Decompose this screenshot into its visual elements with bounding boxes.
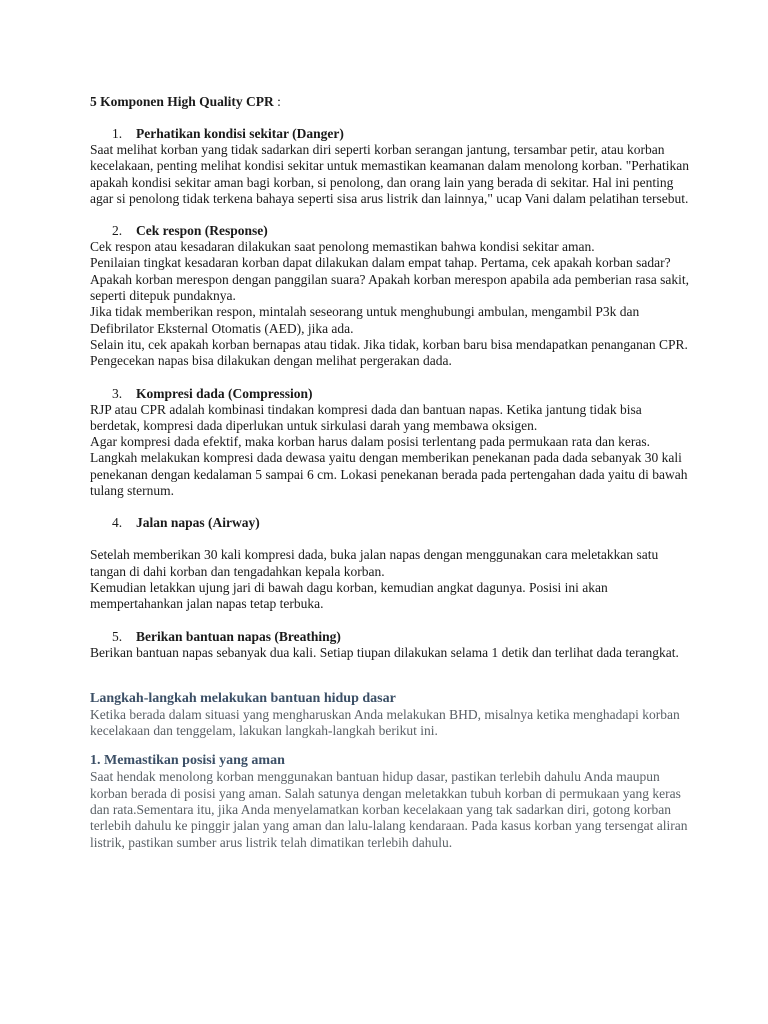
section-intro: Ketika berada dalam situasi yang mengharuskan Anda melakukan BHD, misalnya ketika menghadapi korban kecelakaan dan tenggelam, lakukan langkah-langkah berikut ini. [90, 706, 680, 739]
title-suffix: : [273, 94, 281, 109]
item-paragraph: Agar kompresi dada efektif, maka korban harus dalam posisi terlentang pada permukaan rata dan keras. [90, 434, 651, 450]
spacer [90, 531, 690, 547]
item-paragraph: Penilaian tingkat kesadaran korban dapat dilakukan dalam empat tahap. Pertama, cek apakah korban sadar? Apakah korban merespon dengan panggilan suara? Apakah korban merespon apabila ada pemberian rasa sakit, seperti ditepuk pundaknya. [90, 255, 690, 304]
item-heading-text: Perhatikan kondisi sekitar (Danger) [136, 126, 344, 141]
item-heading [90, 515, 690, 531]
list-item-breathing [90, 629, 690, 661]
item-paragraph: Jika tidak memberikan respon, mintalah seseorang untuk menghubungi ambulan, mengambil P3k dan Defibrilator Eksternal Otomatis (AED), jika ada. [90, 304, 640, 336]
bhd-section [90, 690, 690, 851]
item-number: 1. [112, 126, 123, 141]
item-paragraph: RJP atau CPR adalah kombinasi tindakan kompresi dada dan bantuan napas. Ketika jantung tidak bisa berdetak, kompresi dada diperlukan untuk sirkulasi darah yang membawa oksigen. [90, 401, 642, 433]
item-number: 2. [112, 223, 123, 239]
item-number: 5. [112, 628, 123, 644]
item-heading [90, 386, 690, 402]
subsection-paragraph: Saat hendak menolong korban menggunakan bantuan hidup dasar, pastikan terlebih dahulu Anda maupun korban berada di posisi yang aman. Salah satunya dengan meletakkan tubuh korban di permukaan yang keras dan rata.Sementara itu, jika Anda menyelamatkan korban kecelakaan yang tak sadarkan diri, gotong korban terlebih dahulu ke pinggir jalan yang aman dan lalu-lalang kendaraan. Pada kasus korban yang tersengat aliran listrik, pastikan sumber arus listrik telah dimatikan terlebih dahulu. [90, 769, 688, 850]
item-paragraph: Kemudian letakkan ujung jari di bawah dagu korban, kemudian angkat dagunya. Posisi ini akan mempertahankan jalan napas tetap terbuka. [90, 579, 608, 612]
item-heading-text: Berikan bantuan napas (Breathing) [136, 628, 341, 644]
item-heading [90, 223, 690, 239]
item-heading [90, 629, 690, 645]
subsection-heading: 1. Memastikan posisi yang aman [90, 753, 285, 769]
item-heading-text: Cek respon (Response) [136, 223, 268, 239]
section-heading: Langkah-langkah melakukan bantuan hidup dasar [90, 690, 396, 706]
item-paragraph: Berikan bantuan napas sebanyak dua kali. Setiap tiupan dilakukan selama 1 detik dan terlihat dada terangkat. [90, 644, 679, 660]
item-heading [90, 126, 690, 142]
item-number: 4. [112, 515, 123, 531]
item-heading-text: Kompresi dada (Compression) [136, 385, 313, 401]
item-paragraph: Selain itu, cek apakah korban bernapas atau tidak. Jika tidak, korban baru bisa mendapatkan penanganan CPR. Pengecekan napas bisa dilakukan dengan melihat pergerakan dada. [90, 336, 688, 369]
item-paragraph: Cek respon atau kesadaran dilakukan saat penolong memastikan bahwa kondisi sekitar aman. [90, 239, 595, 255]
item-paragraph: Langkah melakukan kompresi dada dewasa yaitu dengan memberikan penekanan pada dada sebanyak 30 kali penekanan dengan kedalaman 5 sampai 6 cm. Lokasi penekanan berada pada pertengahan dada yaitu di bawah tulang sternum. [90, 450, 688, 499]
item-number: 3. [112, 385, 123, 401]
title-text: 5 Komponen High Quality CPR [90, 94, 274, 109]
document-title [90, 94, 690, 110]
list-item-danger [90, 126, 690, 207]
item-heading-text: Jalan napas (Airway) [136, 515, 260, 531]
item-paragraph: Setelah memberikan 30 kali kompresi dada, buka jalan napas dengan menggunakan cara meletakkan satu tangan di dahi korban dan tengadahkan kepala korban. [90, 547, 659, 579]
list-item-airway [90, 515, 690, 612]
list-item-compression [90, 386, 690, 500]
item-paragraph: Saat melihat korban yang tidak sadarkan diri seperti korban serangan jantung, tersambar petir, atau korban kecelakaan, penting melihat kondisi sekitar untuk memastikan keamanan dalam menolong korban. "Perhatikan apakah kondisi sekitar aman bagi korban, si penolong, dan orang lain yang berada di sekitar. Hal ini penting agar si penolong tidak terkena bahaya seperti sisa arus listrik dan lainnya," ucap Vani dalam pelatihan tersebut. [90, 142, 689, 206]
document-page [90, 94, 690, 851]
list-item-response [90, 223, 690, 369]
